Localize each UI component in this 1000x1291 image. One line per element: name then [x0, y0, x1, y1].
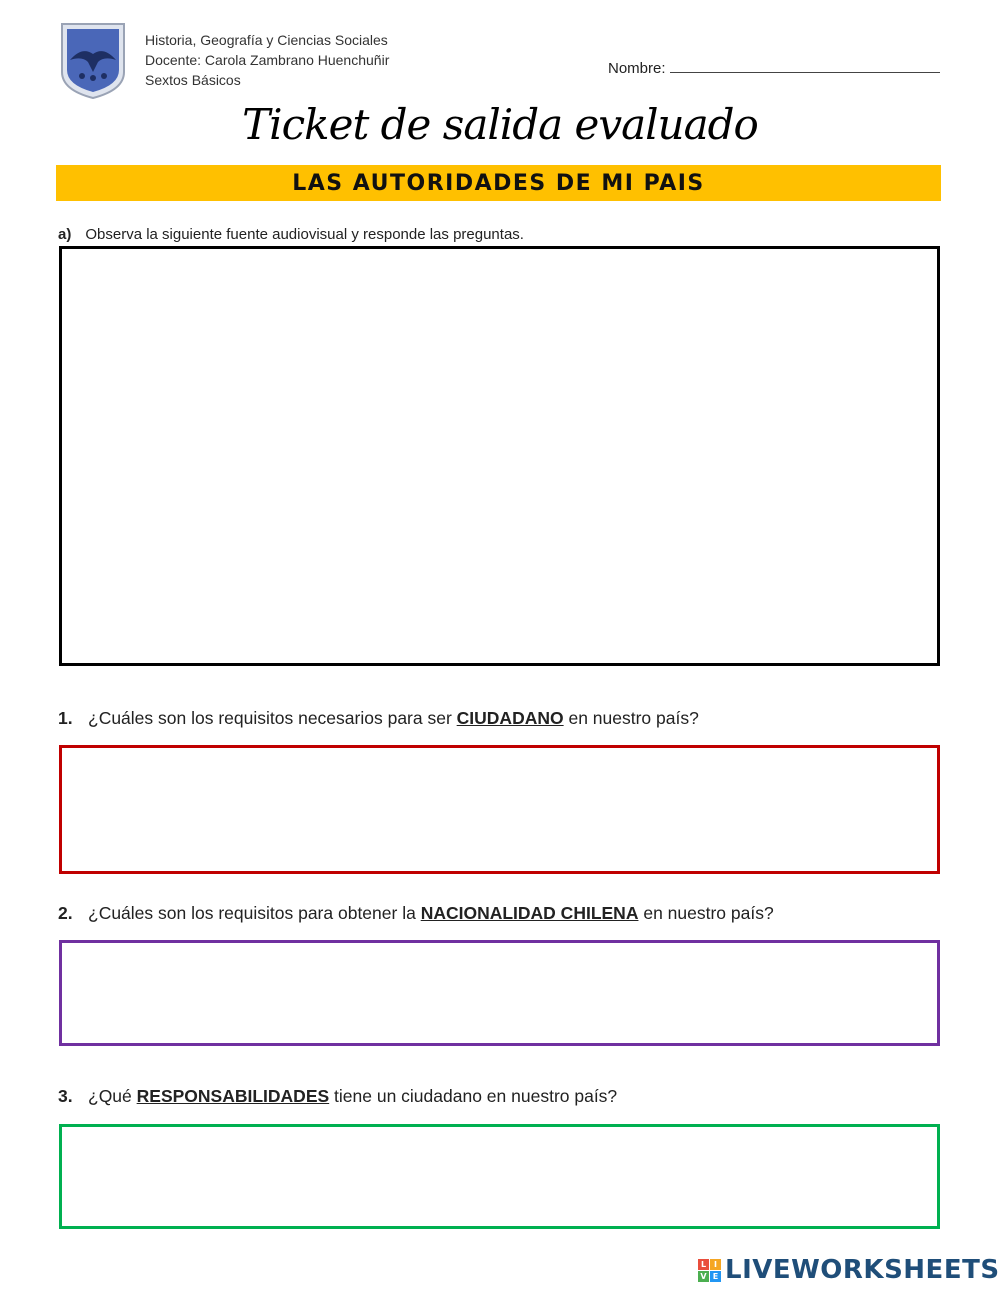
- question-text-end: en nuestro país?: [638, 903, 774, 923]
- instruction: [58, 226, 524, 243]
- question-text-end: tiene un ciudadano en nuestro país?: [329, 1086, 618, 1106]
- video-embed-box[interactable]: [59, 246, 940, 666]
- question-text: ¿Cuáles son los requisitos para obtener la: [88, 903, 421, 923]
- topic-banner: LAS AUTORIDADES DE MI PAIS: [56, 165, 941, 201]
- name-blank[interactable]: [670, 58, 940, 73]
- question-text: ¿Cuáles son los requisitos necesarios para ser: [88, 708, 457, 728]
- liveworksheets-text: LIVEWORKSHEETS: [725, 1255, 1000, 1285]
- answer-box-3[interactable]: [59, 1124, 940, 1229]
- grade-line: Sextos Básicos: [145, 72, 241, 88]
- question-keyword: NACIONALIDAD CHILENA: [420, 903, 639, 923]
- question-number: 2.: [58, 903, 73, 923]
- subject-line: Historia, Geografía y Ciencias Sociales: [145, 32, 388, 48]
- page-title: Ticket de salida evaluado: [242, 100, 758, 149]
- question-keyword: RESPONSABILIDADES: [136, 1086, 330, 1106]
- instruction-text: Observa la siguiente fuente audiovisual y responde las preguntas.: [85, 226, 524, 243]
- question-text: ¿Qué: [88, 1086, 137, 1106]
- question-2: [58, 903, 774, 924]
- question-keyword: CIUDADANO: [456, 708, 564, 728]
- question-number: 1.: [58, 708, 73, 728]
- question-text-end: en nuestro país?: [563, 708, 699, 728]
- answer-box-2[interactable]: [59, 940, 940, 1046]
- liveworksheets-icon: L I V E: [698, 1259, 721, 1282]
- question-1: [58, 708, 699, 729]
- school-crest-icon: [58, 20, 128, 100]
- answer-box-1[interactable]: [59, 745, 940, 874]
- question-number: 3.: [58, 1086, 73, 1106]
- teacher-line: Docente: Carola Zambrano Huenchuñir: [145, 52, 390, 68]
- question-3: [58, 1086, 617, 1107]
- instruction-marker: a): [58, 226, 72, 243]
- liveworksheets-logo: [698, 1255, 1000, 1285]
- name-label: Nombre:: [608, 60, 666, 77]
- name-field[interactable]: [608, 58, 940, 77]
